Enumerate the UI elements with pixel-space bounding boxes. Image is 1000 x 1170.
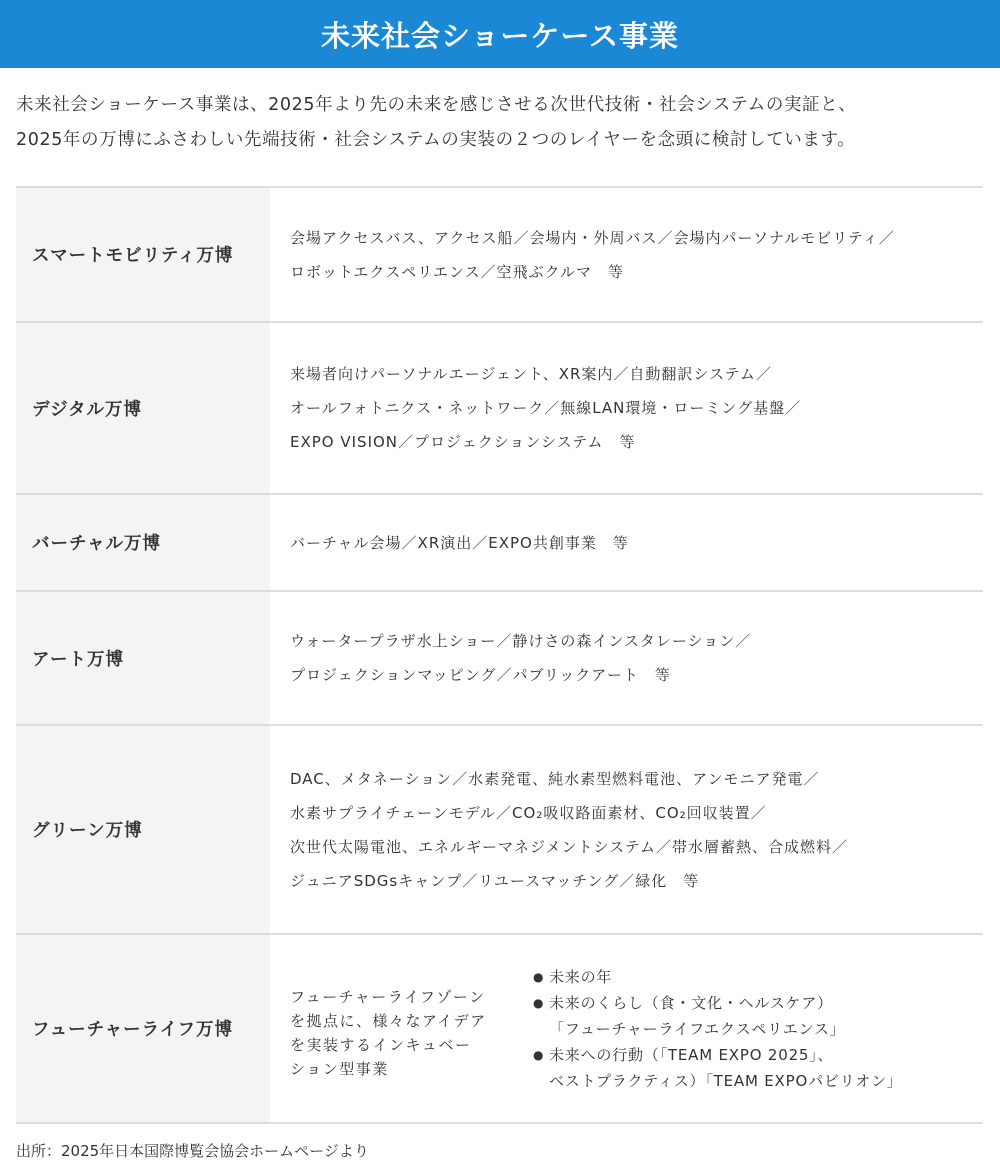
list-item [533,1042,903,1068]
table-row-smart-mobility [16,188,983,323]
row-label: グリーン万博 [16,726,270,933]
row-label: デジタル万博 [16,323,270,493]
content-line: EXPO VISION／プロジェクションシステム 等 [290,433,636,451]
row-content [270,726,983,933]
content-line: プロジェクションマッピング／パブリックアート 等 [290,666,671,684]
description-line: を拠点に、様々なアイデア [290,1011,487,1030]
content-line: 会場アクセスバス、アクセス船／会場内・外周バス／会場内パーソナルモビリティ／ [290,228,895,247]
description-line: ション型事業 [290,1059,389,1078]
content-line: オールフォトニクス・ネットワーク／無線LAN環境・ローミング基盤／ [290,399,802,417]
list-item [533,964,903,990]
list-item [533,990,903,1016]
row-label: アート万博 [16,592,270,724]
description-line: フューチャーライフゾーン [290,987,486,1006]
list-item-subtext: 「フューチャーライフエクスペリエンス」 [549,1019,846,1038]
content-line: ジュニアSDGsキャンプ／リユースマッチング／緑化 等 [290,871,700,890]
showcase-table [16,186,983,1124]
content-line: バーチャル会場／XR演出／EXPO共創事業 等 [290,533,629,552]
page-title: 未来社会ショーケース事業 [321,18,679,53]
row-content [270,935,983,1122]
bullet-icon: ● [533,995,545,1010]
bullet-icon: ● [533,1047,545,1062]
row-content [270,495,983,590]
intro-line: 未来社会ショーケース事業は、2025年より先の未来を感じさせる次世代技術・社会システムの実証と、 [16,95,857,115]
content-line: DAC、メタネーション／水素発電、純水素型燃料電池、アンモニア発電／ [290,769,820,788]
list-item-subtext: ベストプラクティス）「TEAM EXPOパビリオン」 [549,1071,903,1090]
table-row-art [16,592,983,726]
table-row-virtual [16,495,983,592]
source-note: 出所：2025年日本国際博覧会協会ホームページより [16,1142,369,1160]
row-content [270,188,983,321]
list-item-text: 未来への行動（「TEAM EXPO 2025」、 [549,1045,834,1064]
row-label: バーチャル万博 [16,495,270,590]
content-line: 水素サプライチェーンモデル／CO₂吸収路面素材、CO₂回収装置／ [290,803,767,822]
intro-line: 2025年の万博にふさわしい先端技術・社会システムの実装の２つのレイヤーを念頭に検討しています。 [16,130,856,150]
content-line: ロボットエクスペリエンス／空飛ぶクルマ 等 [290,262,625,281]
list-item-text: 未来のくらし（食・文化・ヘルスケア） [549,993,833,1012]
future-life-list [533,964,903,1094]
row-label: フューチャーライフ万博 [16,935,270,1122]
bullet-icon: ● [533,969,545,984]
table-row-green [16,726,983,935]
row-content [270,592,983,724]
row-content [270,323,983,493]
intro-text [16,88,984,158]
table-row-digital [16,323,983,495]
content-line: ウォータープラザ水上ショー／静けさの森インスタレーション／ [290,632,752,650]
row-label: スマートモビリティ万博 [16,188,270,321]
description-line: を実装するインキュベー [290,1035,472,1054]
list-item-text: 未来の年 [549,967,613,986]
content-line: 次世代太陽電池、エネルギーマネジメントシステム／帯水層蓄熱、合成燃料／ [290,837,849,856]
table-row-future-life [16,935,983,1124]
title-banner [0,0,1000,68]
content-line: 来場者向けパーソナルエージェント、XR案内／自動翻訳システム／ [290,365,772,383]
future-life-description [290,977,515,1081]
